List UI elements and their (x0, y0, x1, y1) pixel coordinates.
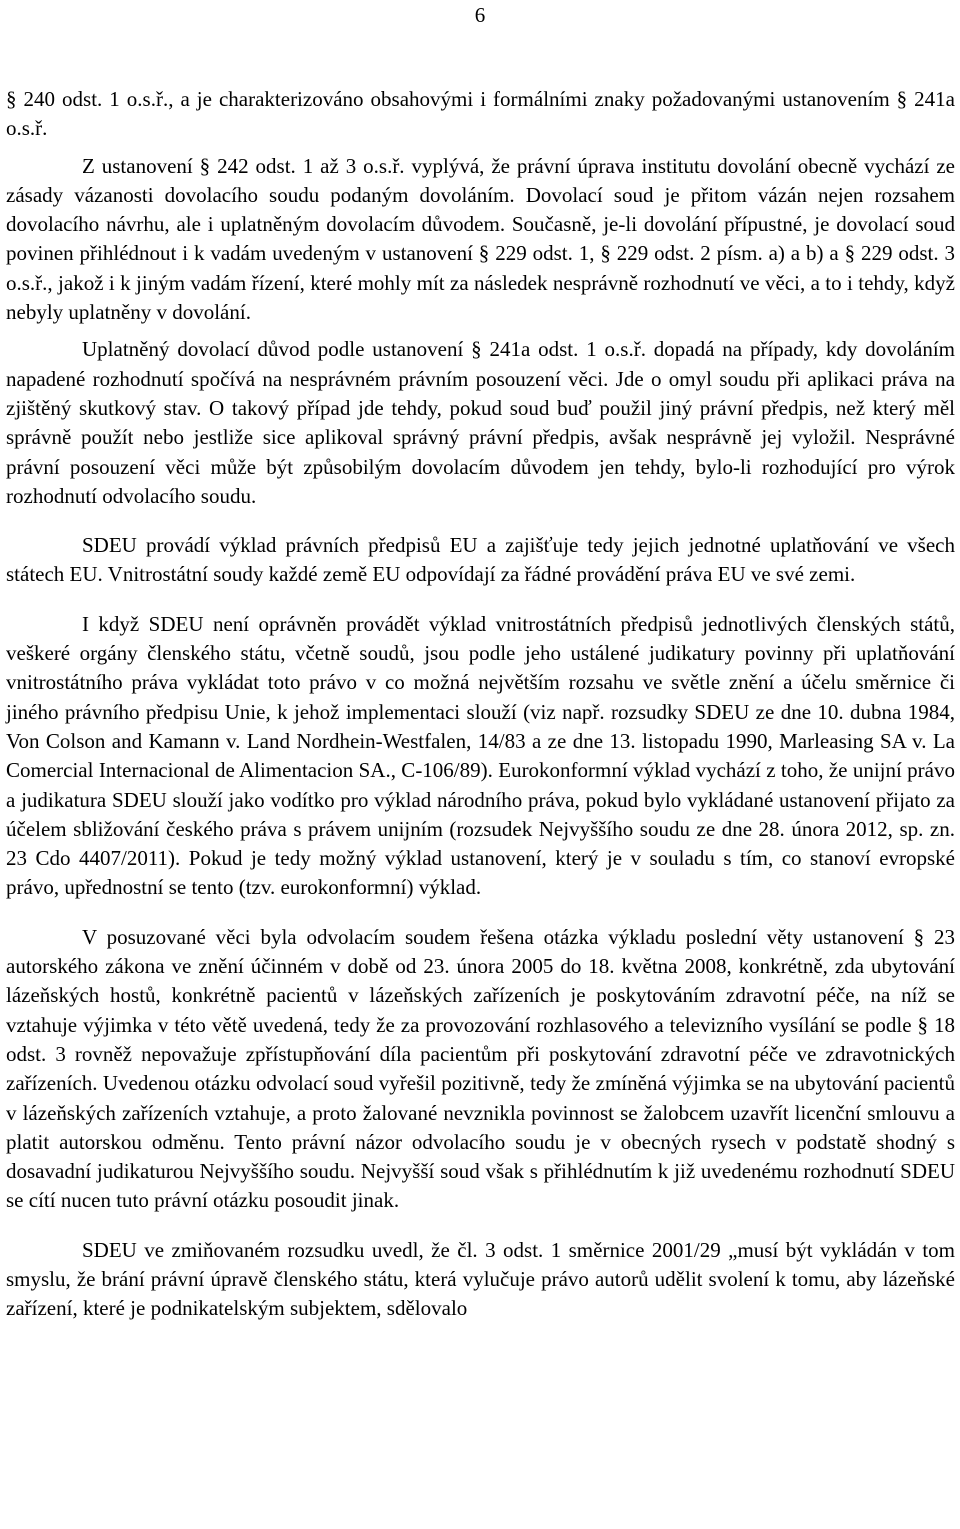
page-number: 6 (474, 3, 486, 27)
paragraph-3: Uplatněný dovolací důvod podle ustanovení § 241a odst. 1 o.s.ř. dopadá na případy, kdy dovoláním napadené rozhodnutí spočívá na nesprávném právním posouzení věci. Jde o omyl soudu při aplikaci práva na zjištěný skutkový stav. O takový případ jde tehdy, pokud soud buď použil jiný právní předpis, než který měl správně použít nebo jestliže sice aplikoval správný právní předpis, avšak nesprávně jej vyložil. Nesprávné právní posouzení věci může být způsobilým dovolacím důvodem jen tehdy, bylo-li rozhodující pro výrok rozhodnutí odvolacího soudu. (6, 337, 955, 508)
paragraph-2: Z ustanovení § 242 odst. 1 až 3 o.s.ř. vyplývá, že právní úprava institutu dovolání obecně vychází ze zásady vázanosti dovolacího soudu podaným dovoláním. Dovolací soud je přitom vázán nejen rozsahem dovolacího návrhu, ale i uplatněným dovolacím důvodem. Současně, je-li dovolání přípustné, je dovolací soud povinen přihlédnout i k vadám uvedeným v ustanovení § 229 odst. 1, § 229 odst. 2 písm. a) a b) a § 229 odst. 3 o.s.ř., jakož i k jiným vadám řízení, které mohly mít za následek nesprávně rozhodnutí ve věci, a to i tehdy, když nebyly uplatněny v dovolání. (6, 153, 955, 325)
paragraph-1: § 240 odst. 1 o.s.ř., a je charakterizováno obsahovými i formálními znaky požadovanými ustanovením § 241a o.s.ř. (6, 87, 955, 141)
paragraph-4: SDEU provádí výklad právních předpisů EU a zajišťuje tedy jejich jednotné uplatňování ve všech státech EU. Vnitrostátní soudy každé země EU odpovídají za řádné provádění práva EU ve své zemi. (6, 533, 955, 587)
document-body (6, 85, 955, 1324)
paragraph-5: I když SDEU není oprávněn provádět výklad vnitrostátních předpisů jednotlivých členských států, veškeré orgány členského státu, včetně soudů, jsou podle jeho ustálené judikatury povinny při uplatňování vnitrostátního práva vykládat toto právo v co možná největším rozsahu ve světle znění a účelu směrnice či jiného právního předpisu Unie, k jehož implementaci slouží (viz např. rozsudky SDEU ze dne 10. dubna 1984, Von Colson and Kamann v. Land Nordhein-Westfalen, 14/83 a ze dne 13. listopadu 1990, Marleasing SA v. La Comercial Internacional de Alimentacion SA., C-106/89). Eurokonformní výklad vychází z toho, že unijní právo a judikatura SDEU slouží jako vodítko pro výklad národního práva, pokud bylo vykládané ustanovení přijato za účelem sbližování českého práva s právem unijním (rozsudek Nejvyššího soudu ze dne 28. února 2012, sp. zn. 23 Cdo 4407/2011). Pokud je tedy možný výklad ustanovení, který je v souladu s tím, co stanoví evropské právo, upřednostní se tento (tzv. eurokonformní) výklad. (6, 611, 955, 900)
paragraph-7: SDEU ve zmiňovaném rozsudku uvedl, že čl. 3 odst. 1 směrnice 2001/29 „musí být vykládán v tom smyslu, že brání právní úpravě členského státu, která vylučuje právo autorů udělit svolení k tomu, aby lázeňské zařízení, které je podnikatelským subjektem, sdělovalo (6, 1237, 955, 1321)
paragraph-6: V posuzované věci byla odvolacím soudem řešena otázka výkladu poslední věty ustanovení § 23 autorského zákona ve znění účinném v době od 23. února 2005 do 18. května 2008, konkrétně, zda ubytování lázeňských hostů, konkrétně pacientů v lázeňských zařízeních je poskytováním zdravotní péče, na níž se vztahuje výjimka v této větě uvedená, tedy že za provozování rozhlasového a televizního vysílání se podle § 18 odst. 3 rovněž nepovažuje zpřístupňování díla pacientům při poskytování zdravotní péče ve zdravotnických zařízeních. Uvedenou otázku odvolací soud vyřešil pozitivně, tedy že zmíněná výjimka se na ubytování pacientů v lázeňských zařízeních vztahuje, a proto žalované nevznikla povinnost se žalobcem uzavřít licenční smlouvu a platit autorskou odměnu. Tento právní názor odvolacího soudu je v obecných rysech v podstatě shodný s dosavadní judikaturou Nejvyššího soudu. Nejvyšší soud však s přihlédnutím k již uvedenému rozhodnutí SDEU se cítí nucen tuto právní otázku posoudit jinak. (6, 924, 955, 1213)
